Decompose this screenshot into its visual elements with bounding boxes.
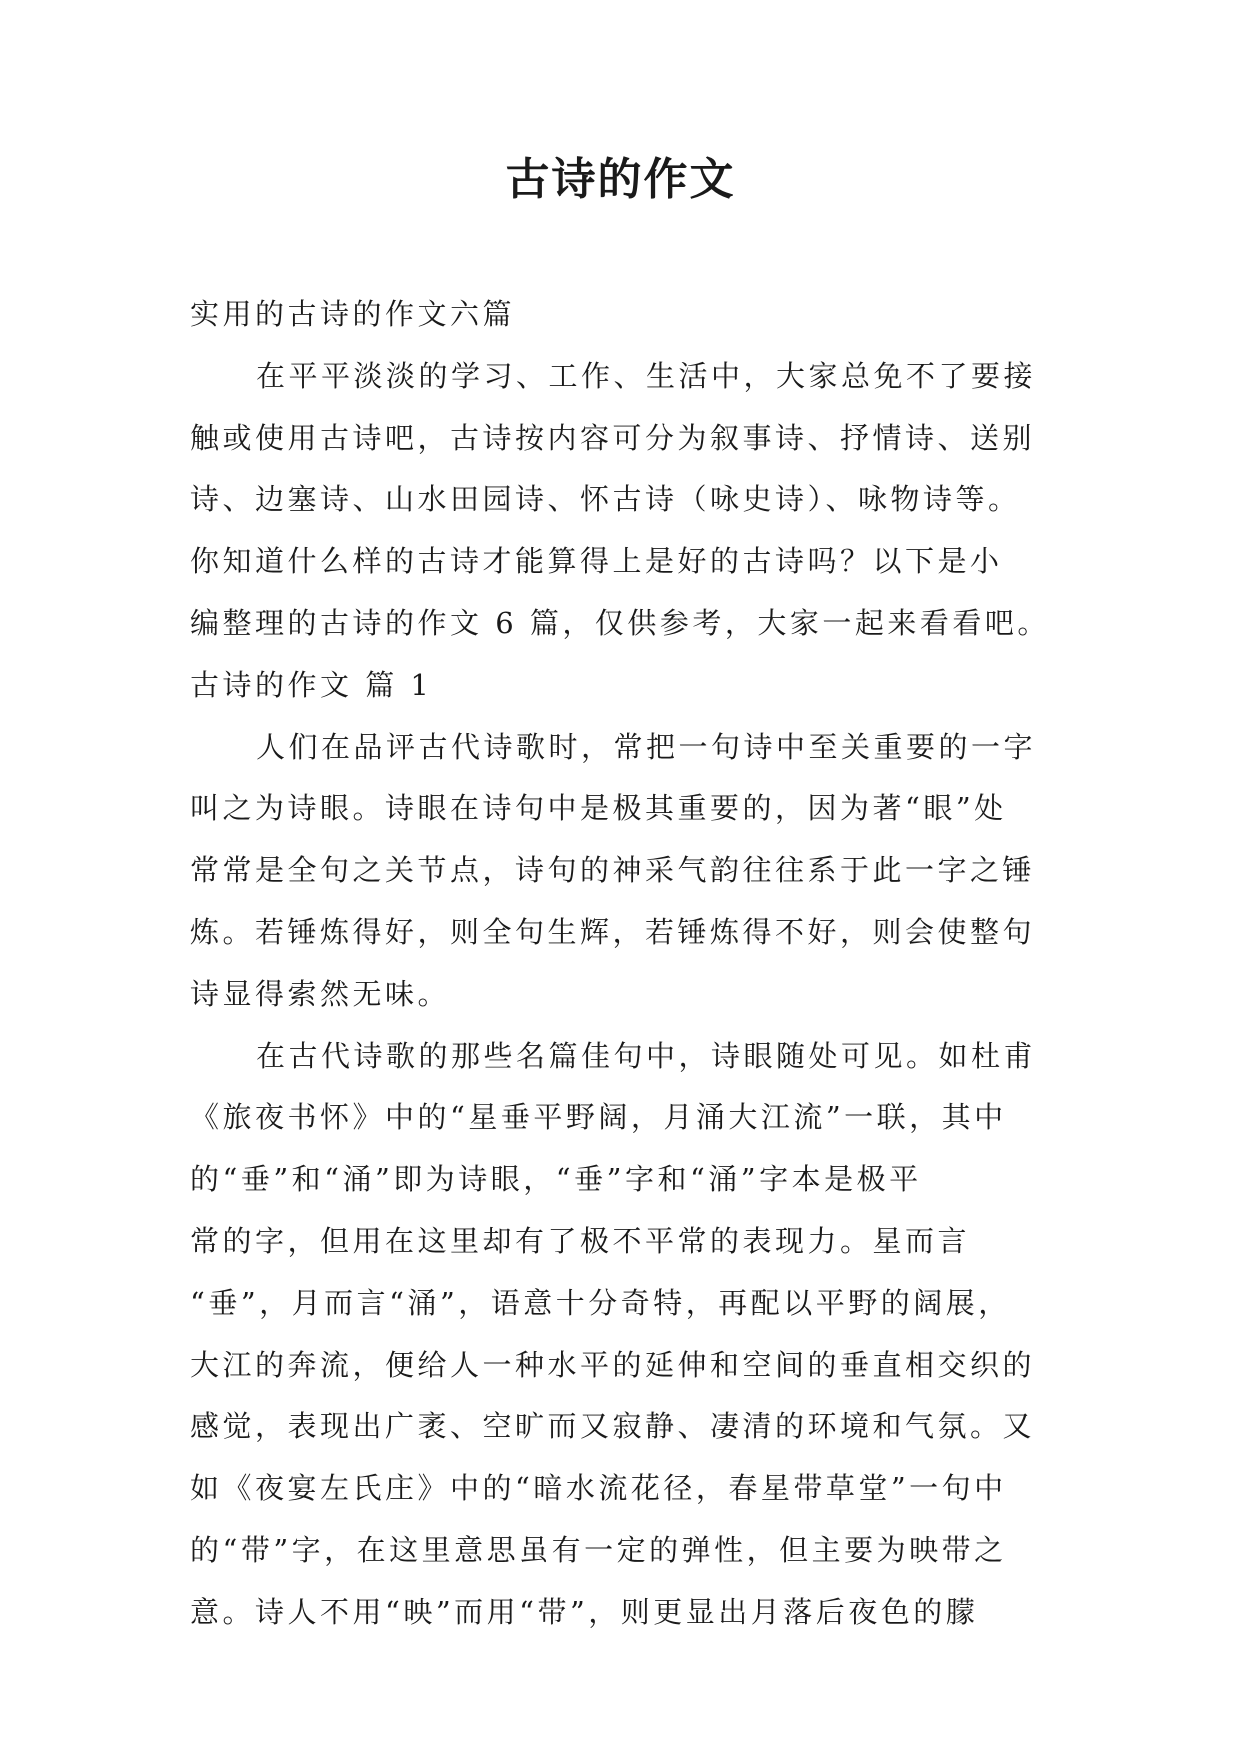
paragraph-line: 的“垂”和“涌”即为诗眼，“垂”字和“涌”字本是极平 xyxy=(190,1162,922,1197)
paragraph-line: 诗显得索然无味。 xyxy=(190,976,451,1011)
paragraph-line: 人们在品评古代诗歌时，常把一句诗中至关重要的一字 xyxy=(256,729,1037,764)
paragraph-line: “垂”，月而言“涌”，语意十分奇特，再配以平野的阔展， xyxy=(190,1285,1011,1320)
paragraph-line: 的“带”字，在这里意思虽有一定的弹性，但主要为映带之 xyxy=(190,1532,1007,1567)
paragraph-line: 编整理的古诗的作文 6 篇，仅供参考，大家一起来看看吧。 xyxy=(190,605,1050,640)
paragraph-line: 触或使用古诗吧，古诗按内容可分为叙事诗、抒情诗、送别 xyxy=(190,420,1036,455)
paragraph-line: 叫之为诗眼。诗眼在诗句中是极其重要的，因为著“眼”处 xyxy=(190,791,1007,826)
paragraph-line: 常的字，但用在这里却有了极不平常的表现力。星而言 xyxy=(190,1223,971,1258)
paragraph-line: 《旅夜书怀》中的“星垂平野阔，月涌大江流”一联，其中 xyxy=(190,1100,1007,1135)
paragraph-line: 你知道什么样的古诗才能算得上是好的古诗吗？以下是小 xyxy=(190,544,1003,579)
section-heading: 古诗的作文 篇 1 xyxy=(190,667,433,702)
paragraph-line: 诗、边塞诗、山水田园诗、怀古诗（咏史诗）、咏物诗等。 xyxy=(190,482,1021,517)
paragraph-line: 感觉，表现出广袤、空旷而又寂静、凄清的环境和气氛。又 xyxy=(190,1409,1036,1444)
paragraph-line: 在古代诗歌的那些名篇佳句中，诗眼随处可见。如杜甫 xyxy=(256,1038,1037,1073)
paragraph-line: 在平平淡淡的学习、工作、生活中，大家总免不了要接 xyxy=(256,358,1037,393)
paragraph-line: 炼。若锤炼得好，则全句生辉，若锤炼得不好，则会使整句 xyxy=(190,914,1036,949)
paragraph-line: 意。诗人不用“映”而用“带”，则更显出月落后夜色的朦 xyxy=(190,1594,979,1629)
document-body xyxy=(190,284,1050,1644)
paragraph-line: 如《夜宴左氏庄》中的“暗水流花径，春星带草堂”一句中 xyxy=(190,1471,1007,1506)
paragraph-line: 大江的奔流，便给人一种水平的延伸和空间的垂直相交织的 xyxy=(190,1347,1036,1382)
document-title: 古诗的作文 xyxy=(505,154,736,205)
paragraph-line: 常常是全句之关节点，诗句的神采气韵往往系于此一字之锤 xyxy=(190,853,1036,888)
subtitle-line: 实用的古诗的作文六篇 xyxy=(190,297,516,331)
